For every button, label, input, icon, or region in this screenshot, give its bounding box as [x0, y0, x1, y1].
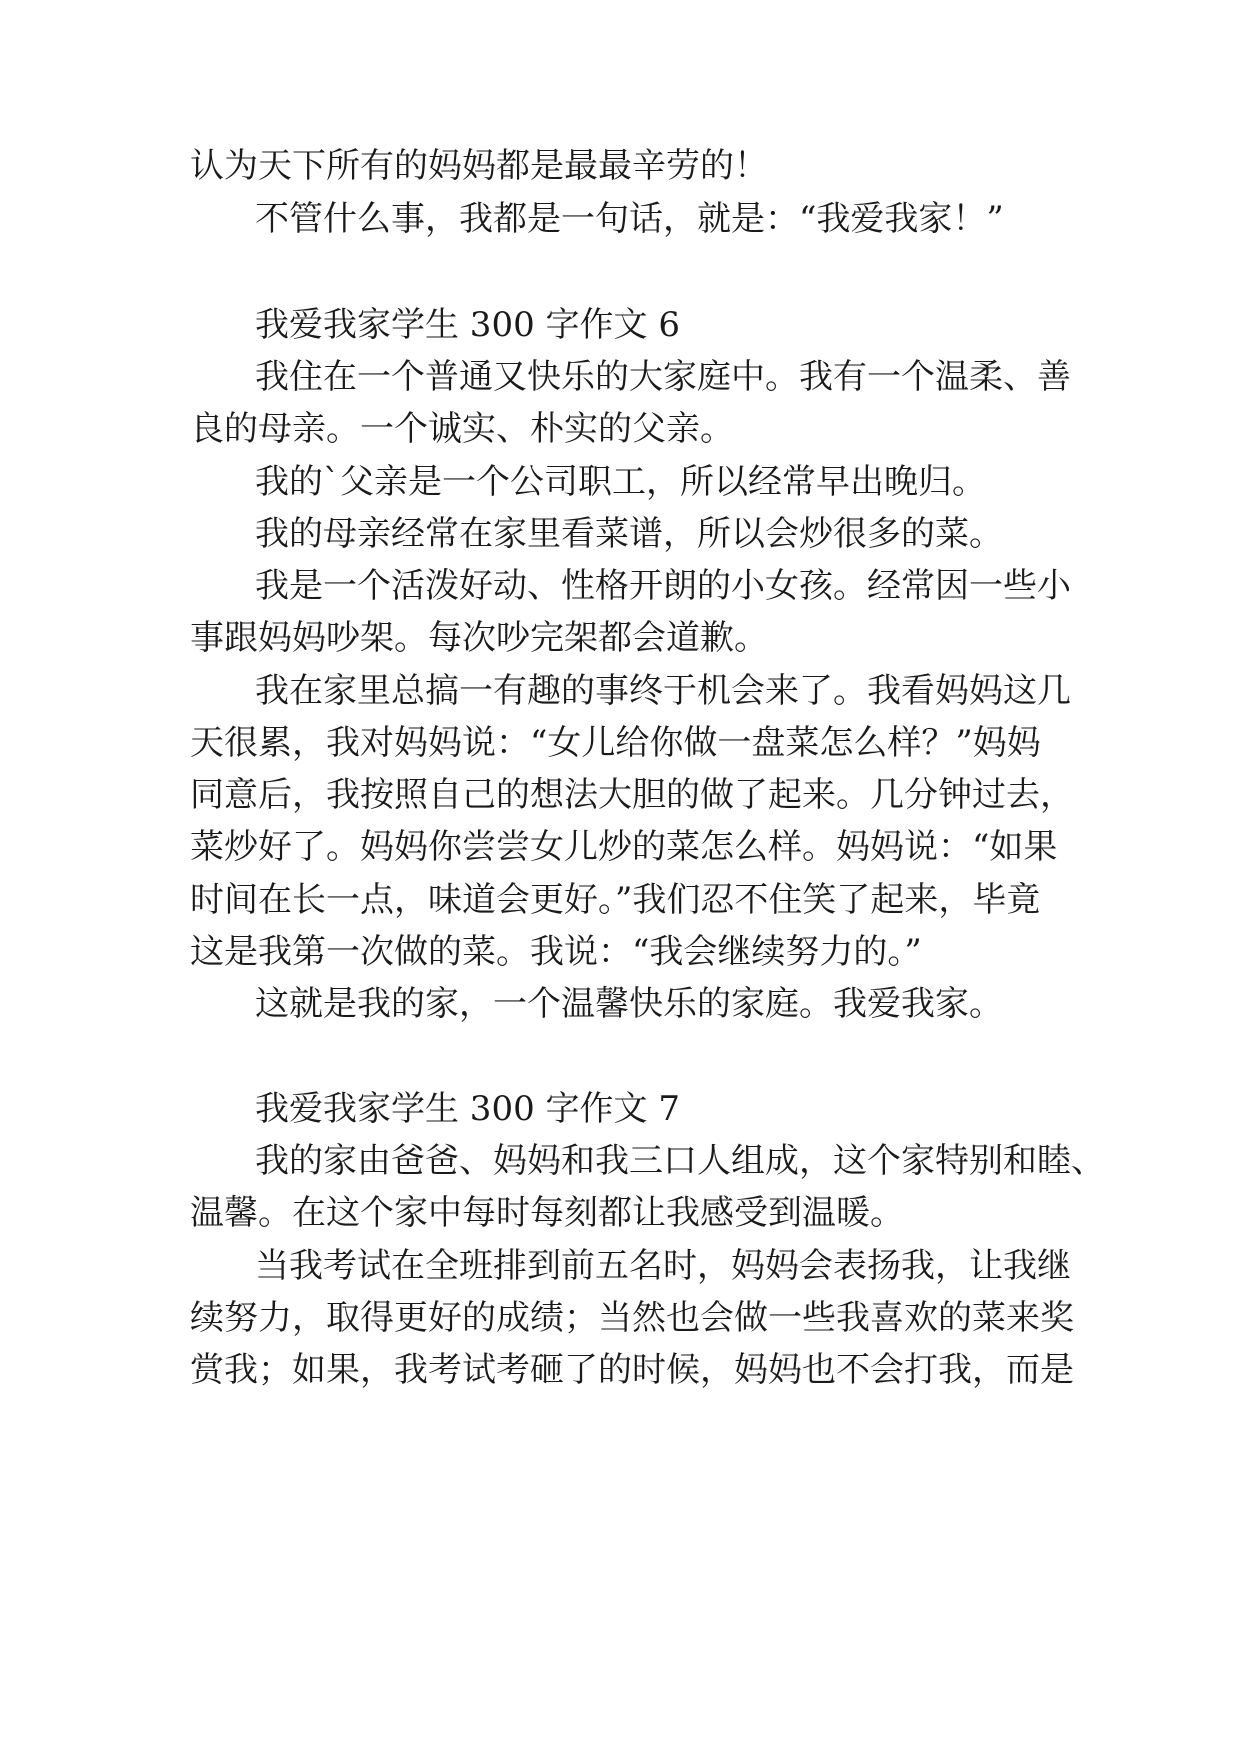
paragraph-line: 同意后，我按照自己的想法大胆的做了起来。几分钟过去， [190, 775, 1074, 815]
paragraph-line: 续努力，取得更好的成绩；当然也会做一些我喜欢的菜来奖 [190, 1298, 1074, 1338]
paragraph-line: 事跟妈妈吵架。每次吵完架都会道歉。 [190, 618, 768, 658]
paragraph-line: 这就是我的家，一个温馨快乐的家庭。我爱我家。 [255, 984, 1003, 1024]
paragraph-line: 我的`父亲是一个公司职工，所以经常早出晚归。 [255, 462, 986, 502]
paragraph-line: 时间在长一点，味道会更好。”我们忍不住笑了起来，毕竟 [190, 880, 1041, 920]
paragraph-line: 我的家由爸爸、妈妈和我三口人组成，这个家特别和睦、 [255, 1141, 1105, 1181]
section-heading: 我爱我家学生 300 字作文 6 [255, 305, 680, 345]
paragraph-line: 赏我；如果，我考试考砸了的时候，妈妈也不会打我，而是 [190, 1350, 1074, 1390]
paragraph-line: 我的母亲经常在家里看菜谱，所以会炒很多的菜。 [255, 514, 1003, 554]
paragraph-line: 良的母亲。一个诚实、朴实的父亲。 [190, 409, 734, 449]
paragraph-line: 当我考试在全班排到前五名时，妈妈会表扬我，让我继 [255, 1246, 1071, 1286]
paragraph-line: 我住在一个普通又快乐的大家庭中。我有一个温柔、善 [255, 357, 1071, 397]
paragraph-line: 我是一个活泼好动、性格开朗的小女孩。经常因一些小 [255, 566, 1071, 606]
paragraph-line: 菜炒好了。妈妈你尝尝女儿炒的菜怎么样。妈妈说：“如果 [190, 827, 1058, 867]
paragraph-line: 我在家里总搞一有趣的事终于机会来了。我看妈妈这几 [255, 671, 1071, 711]
paragraph-line: 天很累，我对妈妈说：“女儿给你做一盘菜怎么样？”妈妈 [190, 723, 1041, 763]
paragraph-line: 认为天下所有的妈妈都是最最辛劳的！ [190, 146, 768, 186]
paragraph-line: 温馨。在这个家中每时每刻都让我感受到温暖。 [190, 1193, 904, 1233]
paragraph-line: 不管什么事，我都是一句话，就是：“我爱我家！” [255, 199, 1004, 239]
section-heading: 我爱我家学生 300 字作文 7 [255, 1089, 680, 1129]
paragraph-line: 这是我第一次做的菜。我说：“我会继续努力的。” [190, 932, 922, 972]
